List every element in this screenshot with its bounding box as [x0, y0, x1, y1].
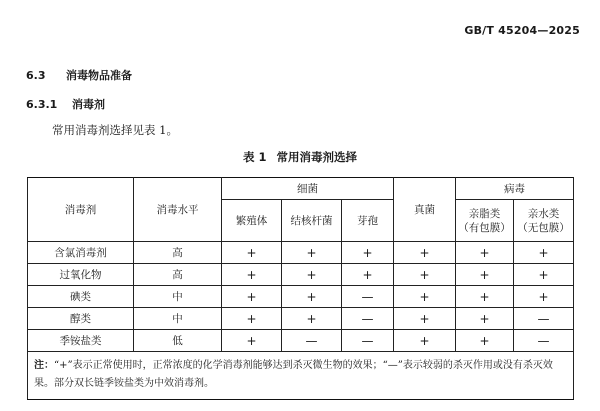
header-bacteria: 细菌 — [222, 178, 394, 200]
table-caption — [0, 149, 600, 165]
note-text: “+”表示正常使用时，正常浓度的化学消毒剂能够达到杀灭微生物的效果；“—”表示较弱的杀灭作用或没有杀灭效果。部分双长链季铵盐类为中效消毒剂。 — [34, 360, 553, 389]
table-row — [28, 242, 574, 264]
header-spore: 芽孢 — [342, 200, 394, 242]
cell-fungi: + — [394, 308, 456, 330]
header-virus: 病毒 — [456, 178, 574, 200]
table-row — [28, 308, 574, 330]
table-row — [28, 286, 574, 308]
cell-vegetative: + — [222, 242, 282, 264]
cell-name: 碘类 — [28, 286, 134, 308]
cell-lipophilic: + — [456, 308, 514, 330]
cell-name: 季铵盐类 — [28, 330, 134, 352]
subsection-heading — [26, 96, 105, 112]
table-row — [28, 264, 574, 286]
table-caption-title: 常用消毒剂选择 — [276, 150, 357, 164]
cell-mycobacterium: + — [282, 242, 342, 264]
cell-lipophilic: + — [456, 264, 514, 286]
cell-hydrophilic: — — [514, 308, 574, 330]
cell-spore: + — [342, 264, 394, 286]
cell-fungi: + — [394, 330, 456, 352]
table-note-row — [28, 352, 574, 400]
table-row — [28, 330, 574, 352]
cell-level: 中 — [134, 308, 222, 330]
subsection-number: 6.3.1 — [26, 98, 58, 111]
note-label: 注： — [34, 360, 54, 371]
header-hydrophilic-line1: 亲水类 — [527, 207, 560, 220]
cell-level: 高 — [134, 264, 222, 286]
cell-lipophilic: + — [456, 286, 514, 308]
cell-name: 醇类 — [28, 308, 134, 330]
cell-level: 高 — [134, 242, 222, 264]
cell-hydrophilic: + — [514, 242, 574, 264]
cell-spore: — — [342, 286, 394, 308]
cell-fungi: + — [394, 242, 456, 264]
header-lipophilic-line1: 亲脂类 — [468, 207, 501, 220]
header-hydrophilic — [514, 200, 574, 242]
cell-name: 过氧化物 — [28, 264, 134, 286]
header-vegetative: 繁殖体 — [222, 200, 282, 242]
table-note — [28, 352, 574, 400]
cell-name: 含氯消毒剂 — [28, 242, 134, 264]
cell-vegetative: + — [222, 308, 282, 330]
cell-fungi: + — [394, 264, 456, 286]
cell-level: 低 — [134, 330, 222, 352]
header-hydrophilic-line2: （无包膜） — [517, 221, 570, 234]
cell-lipophilic: + — [456, 330, 514, 352]
cell-vegetative: + — [222, 286, 282, 308]
cell-fungi: + — [394, 286, 456, 308]
section-heading — [26, 67, 132, 83]
cell-hydrophilic: + — [514, 264, 574, 286]
body-paragraph: 常用消毒剂选择见表 1。 — [52, 123, 178, 137]
header-level: 消毒水平 — [134, 178, 222, 242]
subsection-title: 消毒剂 — [72, 98, 105, 111]
table-caption-number: 表 1 — [242, 150, 267, 164]
header-mycobacterium: 结核杆菌 — [282, 200, 342, 242]
cell-lipophilic: + — [456, 242, 514, 264]
section-title: 消毒物品准备 — [66, 69, 132, 82]
standard-code: GB/T 45204—2025 — [464, 24, 580, 37]
cell-hydrophilic: — — [514, 330, 574, 352]
header-disinfectant: 消毒剂 — [28, 178, 134, 242]
cell-mycobacterium: + — [282, 308, 342, 330]
cell-mycobacterium: + — [282, 264, 342, 286]
cell-vegetative: + — [222, 264, 282, 286]
cell-vegetative: + — [222, 330, 282, 352]
cell-mycobacterium: + — [282, 286, 342, 308]
disinfectant-table — [27, 177, 574, 400]
header-lipophilic-line2: （有包膜） — [458, 221, 511, 234]
section-number: 6.3 — [26, 69, 46, 82]
cell-level: 中 — [134, 286, 222, 308]
cell-spore: + — [342, 242, 394, 264]
cell-spore: — — [342, 330, 394, 352]
cell-spore: — — [342, 308, 394, 330]
cell-mycobacterium: — — [282, 330, 342, 352]
header-lipophilic — [456, 200, 514, 242]
cell-hydrophilic: + — [514, 286, 574, 308]
header-fungi: 真菌 — [394, 178, 456, 242]
